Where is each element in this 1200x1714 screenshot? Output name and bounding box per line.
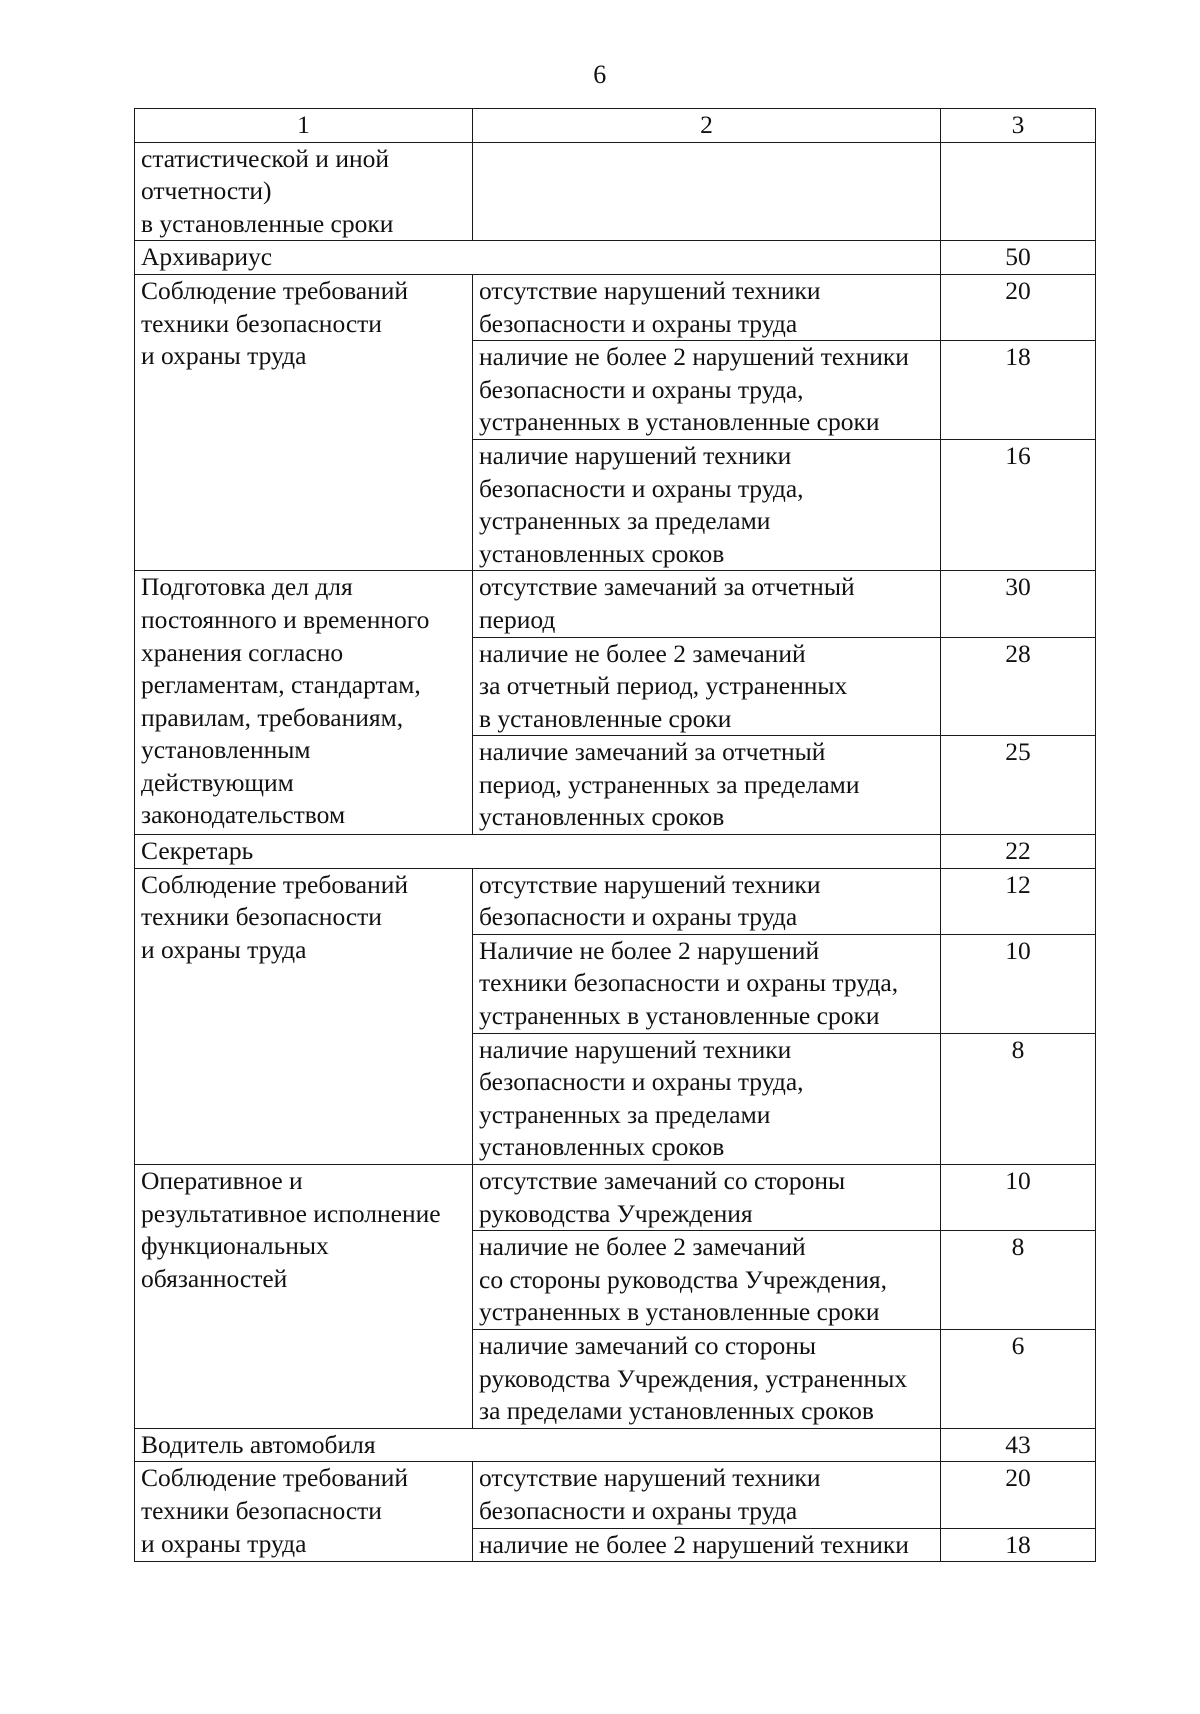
condition-cell: отсутствие замечаний со стороны руководства Учреждения (473, 1165, 941, 1231)
position-title: Водитель автомобиля (135, 1428, 941, 1462)
header-col-1: 1 (135, 109, 473, 143)
condition-cell: отсутствие замечаний за отчетный период (473, 571, 941, 637)
criteria-table (134, 108, 1096, 1562)
points-cell: 20 (941, 1462, 1096, 1528)
points-cell: 16 (941, 439, 1096, 570)
condition-cell: наличие не более 2 нарушений техники (473, 1528, 941, 1562)
position-title: Секретарь (135, 835, 941, 869)
points-cell: 25 (941, 736, 1096, 835)
condition-cell: отсутствие нарушений техники безопасности и охраны труда (473, 274, 941, 340)
criterion-cell: Соблюдение требований техники безопасности и охраны труда (135, 868, 473, 1164)
position-total: 22 (941, 835, 1096, 869)
condition-cell: отсутствие нарушений техники безопасности и охраны труда (473, 868, 941, 934)
criterion-cell: Соблюдение требований техники безопасности и охраны труда (135, 274, 473, 570)
points-cell: 30 (941, 571, 1096, 637)
condition-cell: отсутствие нарушений техники безопасности и охраны труда (473, 1462, 941, 1528)
table-row (135, 142, 1096, 241)
points-cell (941, 142, 1096, 241)
table-row (135, 571, 1096, 637)
points-cell: 18 (941, 1528, 1096, 1562)
position-title: Архивариус (135, 241, 941, 275)
position-total: 50 (941, 241, 1096, 275)
points-cell: 18 (941, 341, 1096, 440)
table-row (135, 274, 1096, 340)
criterion-cell: статистической и иной отчетности) в установленные сроки (135, 142, 473, 241)
points-cell: 20 (941, 274, 1096, 340)
points-cell: 10 (941, 934, 1096, 1033)
condition-cell: наличие не более 2 замечаний со стороны руководства Учреждения, устраненных в установленные сроки (473, 1231, 941, 1330)
criterion-cell: Оперативное и результативное исполнение функциональных обязанностей (135, 1165, 473, 1429)
points-cell: 10 (941, 1165, 1096, 1231)
criterion-cell: Подготовка дел для постоянного и временного хранения согласно регламентам, стандартам, правилам, требованиям, установленным действующим законодательством (135, 571, 473, 835)
table-row (135, 1462, 1096, 1528)
header-col-2: 2 (473, 109, 941, 143)
condition-cell: наличие замечаний за отчетный период, устраненных за пределами установленных сроков (473, 736, 941, 835)
points-cell: 8 (941, 1033, 1096, 1164)
condition-cell: наличие нарушений техники безопасности и охраны труда, устраненных за пределами установленных сроков (473, 1033, 941, 1164)
criterion-cell: Соблюдение требований техники безопасности и охраны труда (135, 1462, 473, 1562)
points-cell: 12 (941, 868, 1096, 934)
condition-cell: наличие не более 2 замечаний за отчетный период, устраненных в установленные сроки (473, 637, 941, 736)
table-row (135, 868, 1096, 934)
condition-cell: наличие не более 2 нарушений техники безопасности и охраны труда, устраненных в установленные сроки (473, 341, 941, 440)
condition-cell: наличие нарушений техники безопасности и охраны труда, устраненных за пределами установленных сроков (473, 439, 941, 570)
points-cell: 28 (941, 637, 1096, 736)
condition-cell (473, 142, 941, 241)
points-cell: 8 (941, 1231, 1096, 1330)
page-number: 6 (593, 60, 607, 89)
position-row (135, 1428, 1096, 1462)
position-row (135, 835, 1096, 869)
position-row (135, 241, 1096, 275)
points-cell: 6 (941, 1329, 1096, 1428)
table-header-row (135, 109, 1096, 143)
table-row (135, 1165, 1096, 1231)
condition-cell: наличие замечаний со стороны руководства Учреждения, устраненных за пределами установленных сроков (473, 1329, 941, 1428)
position-total: 43 (941, 1428, 1096, 1462)
header-col-3: 3 (941, 109, 1096, 143)
condition-cell: Наличие не более 2 нарушений техники безопасности и охраны труда, устраненных в установленные сроки (473, 934, 941, 1033)
